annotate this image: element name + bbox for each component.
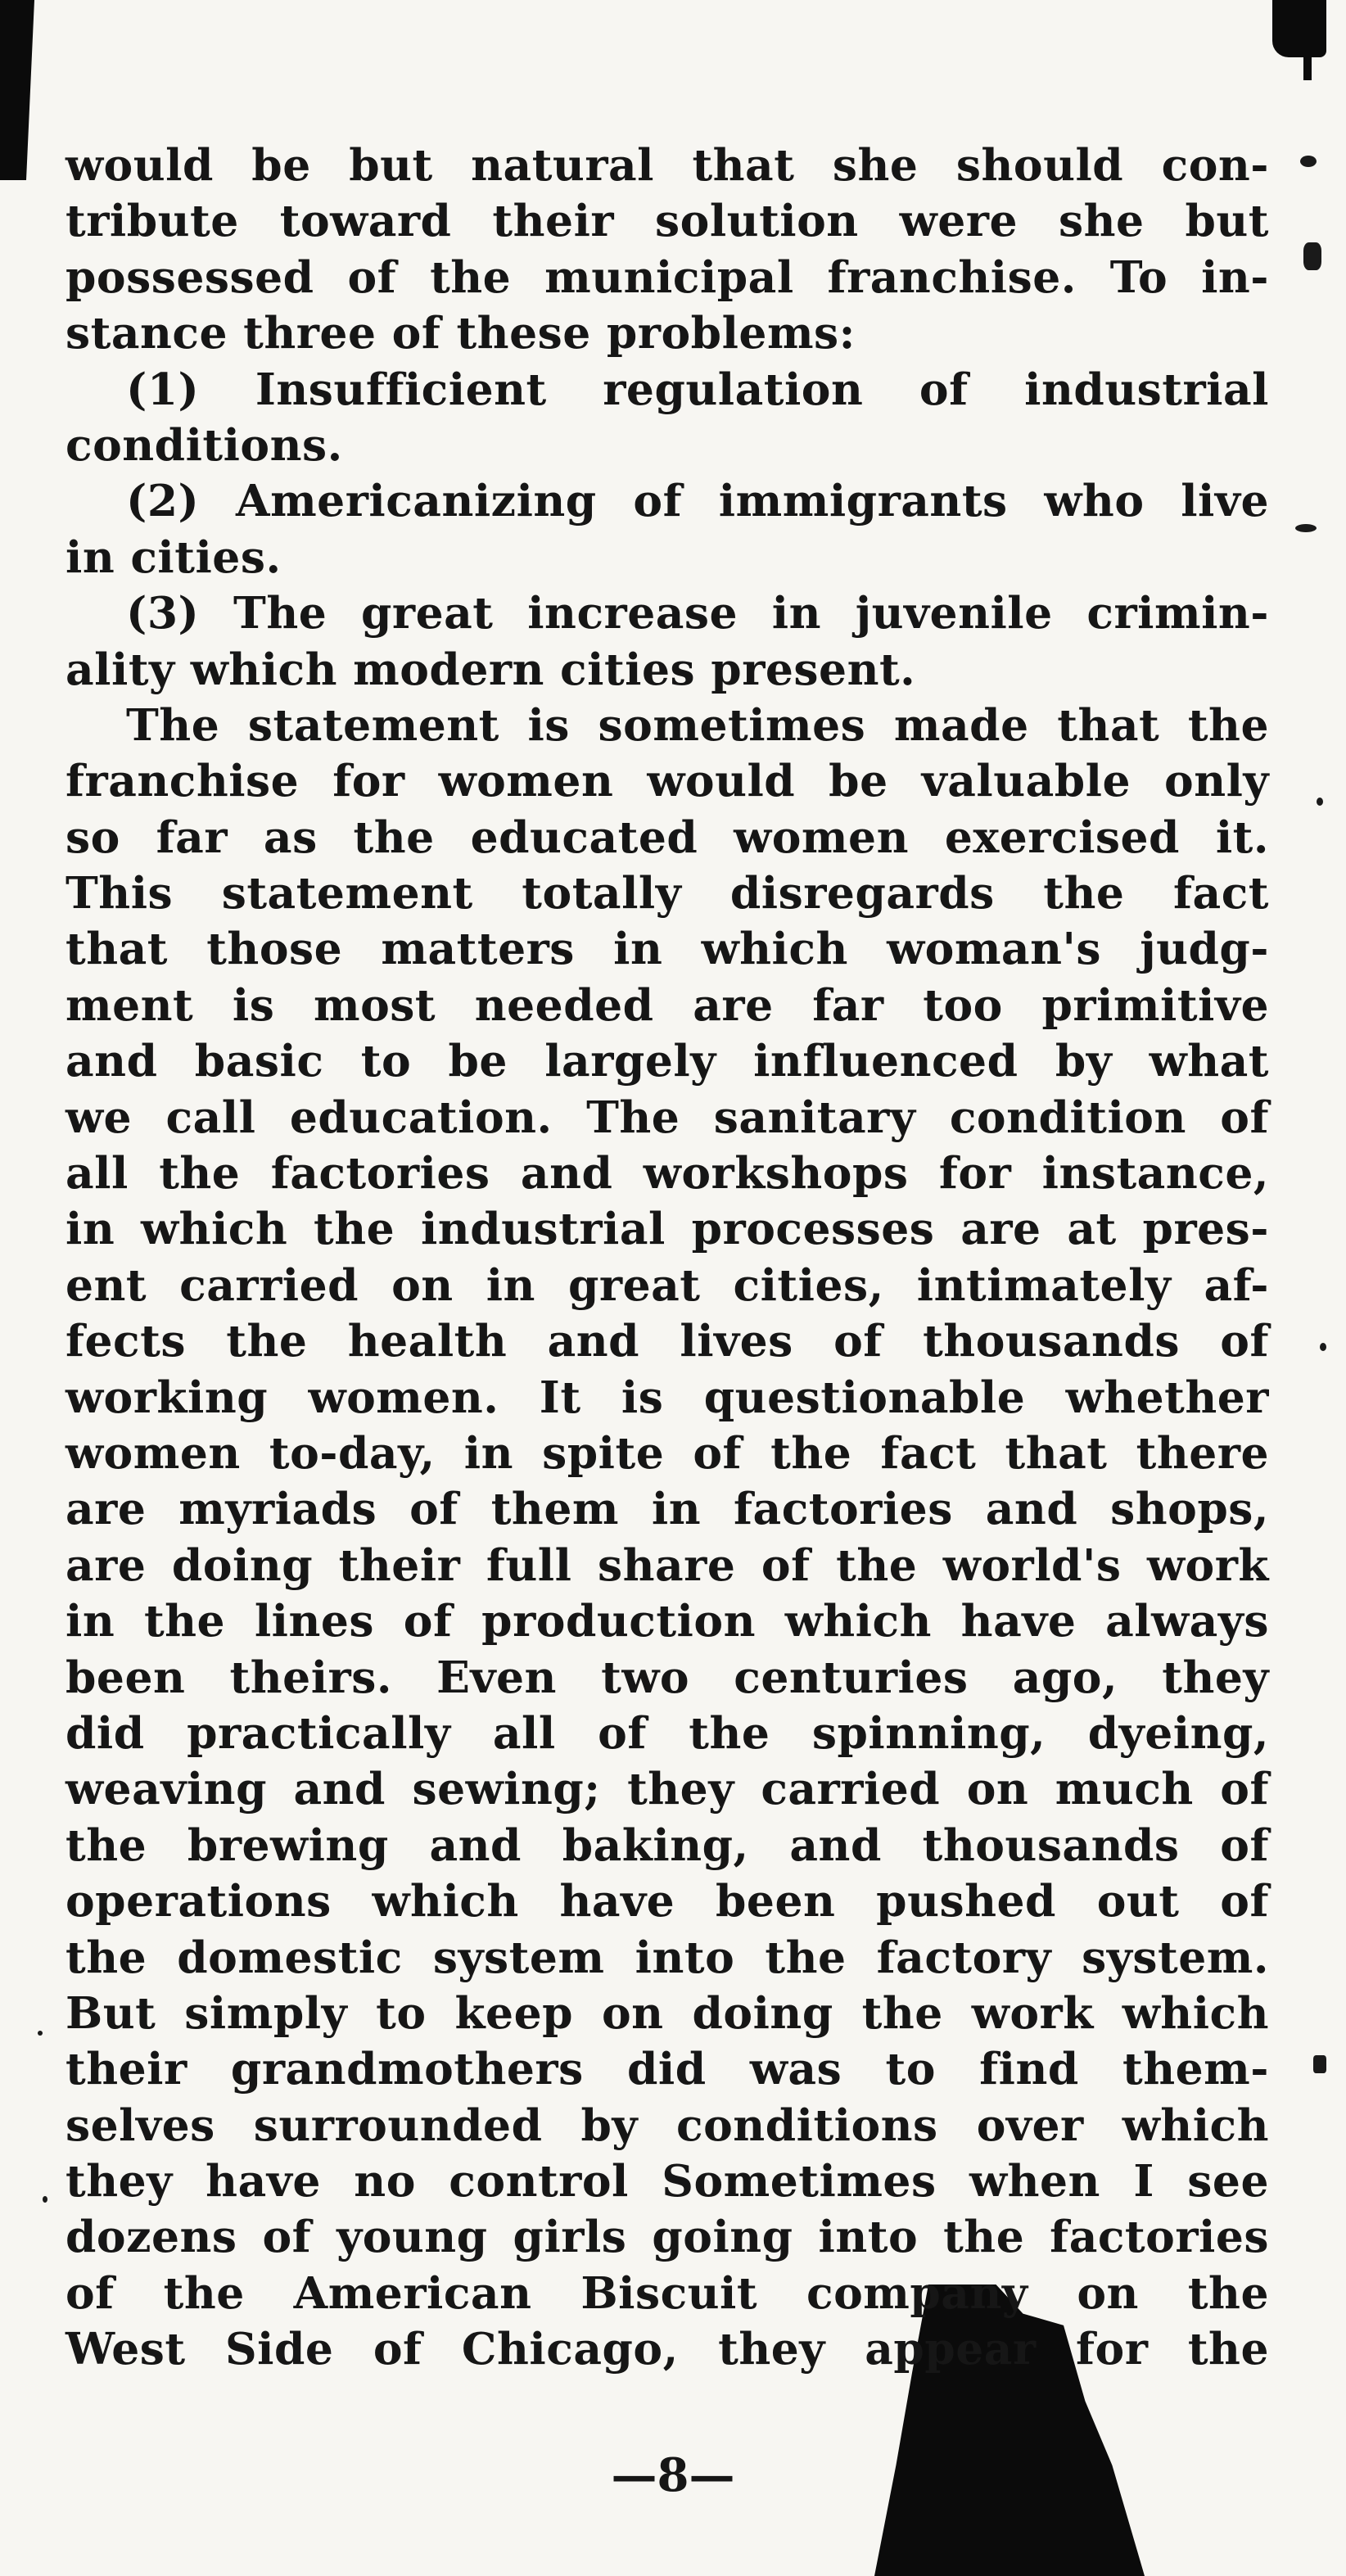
- scan-speck: [1313, 2055, 1326, 2073]
- text-line: all the factories and workshops for instance,: [65, 1147, 1269, 1200]
- text-line: women to-day, in spite of the fact that there: [65, 1426, 1269, 1479]
- text-line: are doing their full share of the world's work: [65, 1539, 1269, 1591]
- text-line: in cities.: [65, 531, 282, 583]
- scan-speck: [1320, 1343, 1326, 1351]
- text-line: in which the industrial processes are at pres-: [65, 1203, 1269, 1255]
- page-number: —8—: [611, 2448, 735, 2502]
- scan-speck: [1303, 242, 1321, 270]
- text-line: in the lines of production which have always: [65, 1595, 1269, 1647]
- text-line: weaving and sewing; they carried on much of: [65, 1763, 1269, 1815]
- scan-speck: [1300, 156, 1317, 167]
- scan-edge-mark: [1303, 57, 1312, 80]
- text-line: that those matters in which woman's judg-: [65, 923, 1269, 975]
- text-line: (1) Insufficient regulation of industrial: [126, 363, 1269, 415]
- text-line: their grandmothers did was to find them-: [65, 2043, 1269, 2095]
- text-line: possessed of the municipal franchise. To in-: [65, 251, 1269, 303]
- text-line: working women. It is questionable whether: [65, 1371, 1269, 1423]
- scan-speck: [1317, 798, 1323, 806]
- text-line: (3) The great increase in juvenile crimin-: [126, 587, 1269, 639]
- text-line: But simply to keep on doing the work which: [65, 1986, 1269, 2039]
- text-line: West Side of Chicago, they appear for the: [65, 2323, 1269, 2375]
- text-line: stance three of these problems:: [65, 307, 856, 359]
- text-line: franchise for women would be valuable only: [65, 755, 1269, 807]
- text-line: dozens of young girls going into the factories: [65, 2211, 1269, 2263]
- text-line: conditions.: [65, 418, 343, 471]
- text-line: would be but natural that she should con-: [65, 139, 1269, 191]
- text-line: and basic to be largely influenced by what: [65, 1035, 1269, 1087]
- text-line: we call education. The sanitary condition of: [65, 1091, 1269, 1143]
- scan-edge-mark: [0, 0, 34, 180]
- text-line: ent carried on in great cities, intimately af-: [65, 1259, 1269, 1311]
- scan-speck: [43, 2196, 47, 2203]
- scan-corner-mark: [1272, 0, 1326, 57]
- scan-speck: [1295, 524, 1317, 532]
- text-line: operations which have been pushed out of: [65, 1875, 1269, 1927]
- text-line: ality which modern cities present.: [65, 643, 916, 695]
- text-line: fects the health and lives of thousands of: [65, 1315, 1269, 1367]
- text-line: the domestic system into the factory system.: [65, 1931, 1269, 1983]
- text-line: of the American Biscuit company on the: [65, 2266, 1269, 2319]
- text-line: ment is most needed are far too primitive: [65, 978, 1269, 1031]
- text-line: did practically all of the spinning, dyeing,: [65, 1706, 1269, 1759]
- text-line: The statement is sometimes made that the: [126, 698, 1269, 751]
- text-line: are myriads of them in factories and shops,: [65, 1483, 1269, 1535]
- text-line: selves surrounded by conditions over which: [65, 2099, 1269, 2151]
- text-line: so far as the educated women exercised it.: [65, 811, 1269, 863]
- text-line: they have no control Sometimes when I see: [65, 2155, 1269, 2208]
- text-line: This statement totally disregards the fact: [65, 867, 1269, 920]
- body-text: [65, 138, 1269, 2378]
- text-line: the brewing and baking, and thousands of: [65, 1819, 1269, 1871]
- text-line: been theirs. Even two centuries ago, they: [65, 1651, 1269, 1703]
- text-line: (2) Americanizing of immigrants who live: [126, 475, 1269, 527]
- scan-speck: [38, 2031, 43, 2036]
- text-line: tribute toward their solution were she but: [65, 195, 1269, 247]
